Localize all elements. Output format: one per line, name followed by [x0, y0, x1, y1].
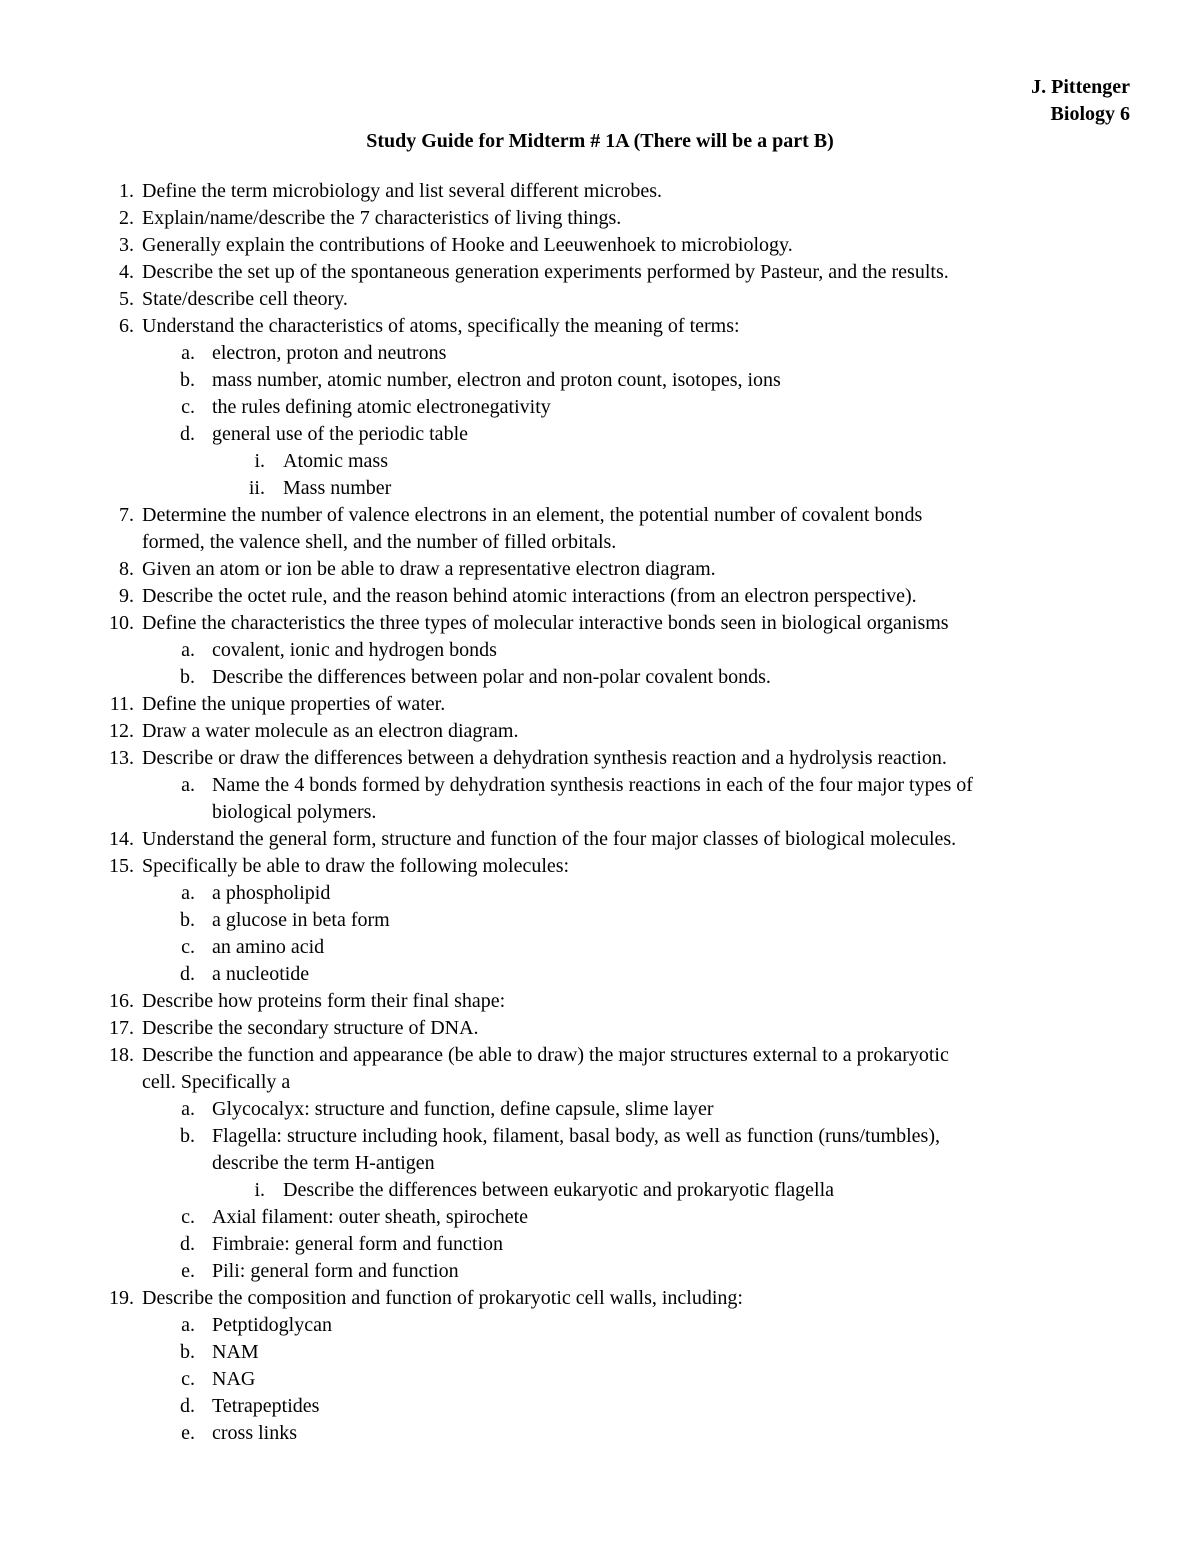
- list-item-text: cell. Specifically a: [142, 1071, 291, 1093]
- list-item: [0, 826, 1200, 853]
- list-marker: e.: [181, 1260, 195, 1282]
- list-item: [0, 772, 1200, 799]
- list-item-text: an amino acid: [212, 936, 325, 958]
- list-marker: a.: [181, 1098, 195, 1120]
- list-item: [0, 1096, 1200, 1123]
- list-item-text: biological polymers.: [212, 801, 377, 823]
- list-item-text: a phospholipid: [212, 882, 331, 904]
- list-marker: 9.: [119, 585, 134, 607]
- list-item-text: Describe the function and appearance (be able to draw) the major structures external to a prokaryotic: [142, 1044, 949, 1066]
- list-item-text: electron, proton and neutrons: [212, 342, 447, 364]
- list-item-text: cross links: [212, 1422, 297, 1444]
- list-item-text: a glucose in beta form: [212, 909, 390, 931]
- list-item: [0, 232, 1200, 259]
- list-marker: b.: [180, 369, 195, 391]
- list-item: [0, 205, 1200, 232]
- list-item-text: Pili: general form and function: [212, 1260, 459, 1282]
- course-name: Biology 6: [1050, 103, 1130, 125]
- list-marker: 17.: [109, 1017, 134, 1039]
- list-item-text: NAG: [212, 1368, 256, 1390]
- list-marker: 4.: [119, 261, 134, 283]
- list-item: [0, 1204, 1200, 1231]
- list-item-continuation: [0, 1150, 1200, 1177]
- list-marker: c.: [181, 936, 195, 958]
- list-item: [0, 961, 1200, 988]
- list-item: [0, 745, 1200, 772]
- list-marker: i.: [254, 450, 265, 472]
- list-item-text: Determine the number of valence electrons in an element, the potential number of covalent bonds: [142, 504, 923, 526]
- list-item: [0, 1339, 1200, 1366]
- list-marker: d.: [180, 1395, 195, 1417]
- list-item-text: Describe how proteins form their final shape:: [142, 990, 506, 1012]
- list-item-text: Petptidoglycan: [212, 1314, 332, 1336]
- list-item: [0, 934, 1200, 961]
- list-item-text: Axial filament: outer sheath, spirochete: [212, 1206, 529, 1228]
- list-item: [0, 1231, 1200, 1258]
- author-name: J. Pittenger: [1031, 76, 1130, 98]
- list-marker: a.: [181, 639, 195, 661]
- list-item: [0, 475, 1200, 502]
- list-item: [0, 178, 1200, 205]
- list-marker: 10.: [109, 612, 134, 634]
- list-item-text: Tetrapeptides: [212, 1395, 320, 1417]
- list-marker: b.: [180, 666, 195, 688]
- list-item-text: Describe the secondary structure of DNA.: [142, 1017, 479, 1039]
- list-item-text: the rules defining atomic electronegativity: [212, 396, 551, 418]
- list-item-text: State/describe cell theory.: [142, 288, 348, 310]
- list-item-text: NAM: [212, 1341, 259, 1363]
- list-item: [0, 1258, 1200, 1285]
- list-marker: 18.: [109, 1044, 134, 1066]
- list-item-text: Describe the differences between eukaryotic and prokaryotic flagella: [283, 1179, 835, 1201]
- list-item: [0, 259, 1200, 286]
- list-item: [0, 1312, 1200, 1339]
- list-item-text: Understand the characteristics of atoms, specifically the meaning of terms:: [142, 315, 740, 337]
- study-guide-list: [0, 178, 1200, 1447]
- list-marker: 6.: [119, 315, 134, 337]
- list-marker: a.: [181, 1314, 195, 1336]
- list-marker: a.: [181, 774, 195, 796]
- list-marker: c.: [181, 1368, 195, 1390]
- list-item: [0, 313, 1200, 340]
- list-item-text: Describe the differences between polar and non-polar covalent bonds.: [212, 666, 771, 688]
- list-item: [0, 394, 1200, 421]
- list-item-text: Understand the general form, structure and function of the four major classes of biological molecules.: [142, 828, 957, 850]
- list-marker: e.: [181, 1422, 195, 1444]
- list-item: [0, 556, 1200, 583]
- list-item-text: Describe the composition and function of prokaryotic cell walls, including:: [142, 1287, 743, 1309]
- list-item: [0, 1393, 1200, 1420]
- list-marker: 15.: [109, 855, 134, 877]
- list-item-text: Name the 4 bonds formed by dehydration synthesis reactions in each of the four major types of: [212, 774, 973, 796]
- list-item-text: general use of the periodic table: [212, 423, 468, 445]
- list-item: [0, 583, 1200, 610]
- list-item-continuation: [0, 799, 1200, 826]
- list-marker: 19.: [109, 1287, 134, 1309]
- list-item: [0, 1366, 1200, 1393]
- list-item-text: Fimbraie: general form and function: [212, 1233, 504, 1255]
- list-item: [0, 367, 1200, 394]
- list-marker: 11.: [109, 693, 134, 715]
- list-item: [0, 988, 1200, 1015]
- list-marker: b.: [180, 909, 195, 931]
- list-marker: 14.: [109, 828, 134, 850]
- list-item: [0, 853, 1200, 880]
- list-item-text: Mass number: [283, 477, 392, 499]
- list-item: [0, 421, 1200, 448]
- list-item-text: Glycocalyx: structure and function, define capsule, slime layer: [212, 1098, 714, 1120]
- list-marker: 1.: [119, 180, 134, 202]
- list-item-text: Define the characteristics the three types of molecular interactive bonds seen in biological organisms: [142, 612, 949, 634]
- list-marker: a.: [181, 342, 195, 364]
- list-marker: 12.: [109, 720, 134, 742]
- list-item-text: describe the term H-antigen: [212, 1152, 435, 1174]
- list-item: [0, 1420, 1200, 1447]
- list-marker: c.: [181, 396, 195, 418]
- list-item-text: Define the term microbiology and list several different microbes.: [142, 180, 663, 202]
- list-marker: c.: [181, 1206, 195, 1228]
- list-item-text: Draw a water molecule as an electron diagram.: [142, 720, 519, 742]
- list-item: [0, 286, 1200, 313]
- list-marker: 5.: [119, 288, 134, 310]
- list-item: [0, 907, 1200, 934]
- list-item-text: Flagella: structure including hook, filament, basal body, as well as function (runs/tumbles),: [212, 1125, 940, 1147]
- list-item-text: covalent, ionic and hydrogen bonds: [212, 639, 497, 661]
- list-item: [0, 1177, 1200, 1204]
- list-marker: 8.: [119, 558, 134, 580]
- list-item-text: Specifically be able to draw the following molecules:: [142, 855, 570, 877]
- list-marker: b.: [180, 1341, 195, 1363]
- list-item-text: Explain/name/describe the 7 characteristics of living things.: [142, 207, 622, 229]
- list-item-continuation: [0, 529, 1200, 556]
- list-item-continuation: [0, 1069, 1200, 1096]
- list-marker: b.: [180, 1125, 195, 1147]
- list-item: [0, 637, 1200, 664]
- list-item: [0, 340, 1200, 367]
- list-item: [0, 1123, 1200, 1150]
- list-item: [0, 1285, 1200, 1312]
- list-item-text: Describe or draw the differences between a dehydration synthesis reaction and a hydrolysis reaction.: [142, 747, 947, 769]
- list-item-text: Define the unique properties of water.: [142, 693, 446, 715]
- list-marker: d.: [180, 423, 195, 445]
- list-marker: ii.: [248, 477, 265, 499]
- list-item-text: Describe the octet rule, and the reason behind atomic interactions (from an electron perspective).: [142, 585, 917, 607]
- list-item: [0, 448, 1200, 475]
- list-item-text: formed, the valence shell, and the number of filled orbitals.: [142, 531, 617, 553]
- list-item: [0, 1042, 1200, 1069]
- list-marker: d.: [180, 963, 195, 985]
- list-marker: d.: [180, 1233, 195, 1255]
- document-title: Study Guide for Midterm # 1A (There will be a part B): [366, 130, 834, 152]
- list-item-text: Atomic mass: [283, 450, 388, 472]
- list-item: [0, 664, 1200, 691]
- list-item-text: a nucleotide: [212, 963, 310, 985]
- list-marker: 13.: [109, 747, 134, 769]
- list-item: [0, 1015, 1200, 1042]
- list-marker: 3.: [119, 234, 134, 256]
- list-item: [0, 610, 1200, 637]
- list-marker: 16.: [109, 990, 134, 1012]
- list-marker: 7.: [119, 504, 134, 526]
- list-marker: a.: [181, 882, 195, 904]
- list-item-text: Describe the set up of the spontaneous generation experiments performed by Pasteur, and the results.: [142, 261, 949, 283]
- list-marker: i.: [254, 1179, 265, 1201]
- list-marker: 2.: [119, 207, 134, 229]
- list-item-text: Generally explain the contributions of Hooke and Leeuwenhoek to microbiology.: [142, 234, 793, 256]
- list-item: [0, 502, 1200, 529]
- list-item: [0, 718, 1200, 745]
- list-item-text: mass number, atomic number, electron and proton count, isotopes, ions: [212, 369, 781, 391]
- list-item: [0, 880, 1200, 907]
- list-item: [0, 691, 1200, 718]
- list-item-text: Given an atom or ion be able to draw a representative electron diagram.: [142, 558, 716, 580]
